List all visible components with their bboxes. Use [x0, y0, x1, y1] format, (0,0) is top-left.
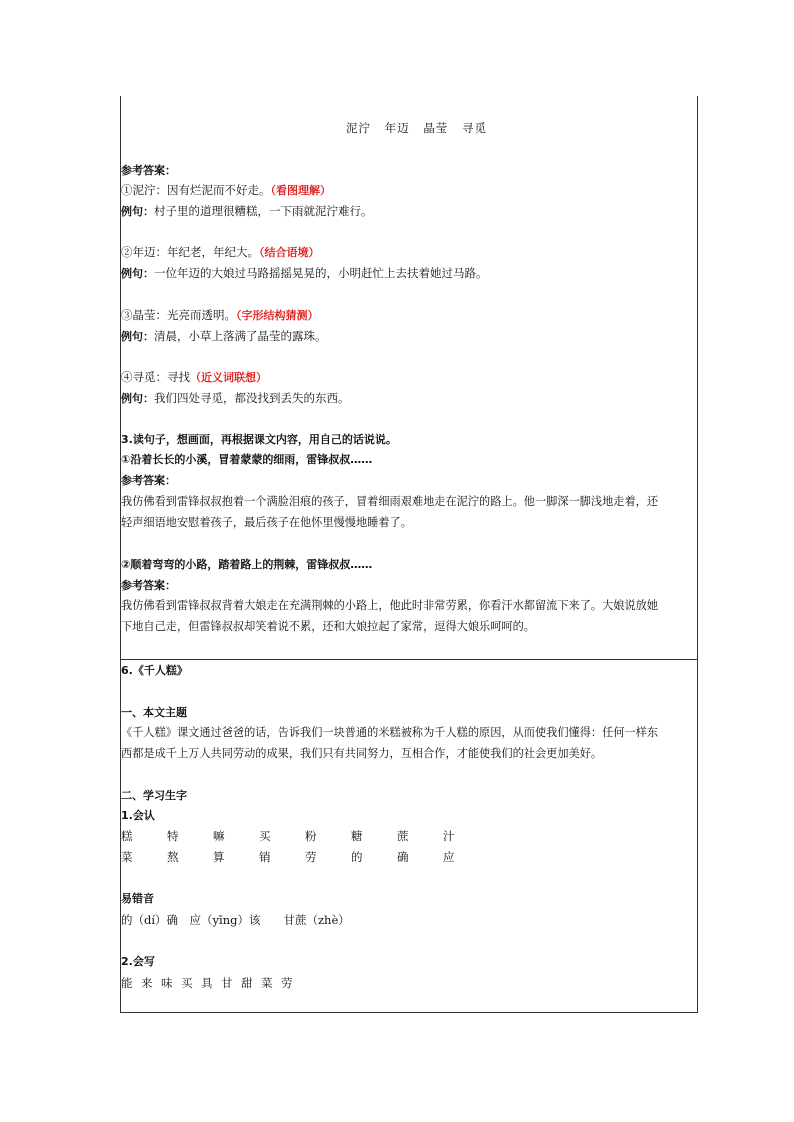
char: 菜	[261, 976, 273, 990]
q3-title: 3.读句子，想画面，再根据课文内容，用自己的话说说。	[121, 433, 397, 446]
char: 劳	[281, 976, 293, 990]
char: 具	[201, 976, 213, 990]
char: 劳	[305, 850, 317, 864]
q3-answer-1-line-2: 轻声细语地安慰着孩子，最后孩子在他怀里慢慢地睡着了。	[121, 516, 412, 529]
example-2: 例句：一位年迈的大娘过马路摇摇晃晃的，小明赶忙上去扶着她过马路。	[121, 266, 488, 280]
write-chars	[121, 975, 301, 991]
char: 糖	[351, 829, 363, 843]
char: 来	[141, 976, 153, 990]
table-frame	[120, 96, 698, 1013]
item-tag: （近义词联想）	[190, 371, 267, 384]
char: 甘	[221, 976, 233, 990]
example-4: 例句：我们四处寻觅，都没找到丢失的东西。	[121, 391, 350, 405]
char: 买	[259, 829, 271, 843]
q3-answer-1-line-1: 我仿佛看到雷锋叔叔抱着一个满脸泪痕的孩子，冒着细雨艰难地走在泥泞的路上。他一脚深一脚浅地走着，还	[121, 495, 659, 508]
word: 泥泞	[346, 121, 371, 135]
char: 菜	[121, 850, 133, 864]
error-sound-label: 易错音	[121, 892, 154, 905]
ref-answer-label: 参考答案：	[121, 474, 176, 487]
char: 能	[121, 976, 133, 990]
write-label: 2.会写	[121, 955, 155, 968]
q3-answer-2-line-2: 下地自己走，但雷锋叔叔却笑着说不累，还和大娘拉起了家常，逗得大娘乐呵呵的。	[121, 620, 535, 633]
theme-line-1: 《千人糕》课文通过爸爸的话，告诉我们一块普通的米糕被称为千人糕的原因，从而使我们懂得：任何一样东	[121, 726, 659, 739]
example-label: 例句：	[121, 267, 154, 280]
ref-answer-label: 参考答案：	[121, 579, 176, 592]
item-tag: （看图理解）	[270, 184, 331, 197]
char: 销	[259, 850, 271, 864]
item-4: ④寻觅：寻找（近义词联想）	[121, 370, 267, 384]
example-3: 例句：清晨，小草上落满了晶莹的露珠。	[121, 329, 327, 343]
char: 确	[397, 850, 409, 864]
q3-sentence-1: ①沿着长长的小溪，冒着蒙蒙的细雨，雷锋叔叔……	[121, 453, 373, 466]
char: 买	[181, 976, 193, 990]
example-1: 例句：村子里的道理很糟糕，一下雨就泥泞难行。	[121, 204, 373, 218]
char: 汁	[443, 829, 455, 843]
q3-sentence-2: ②顺着弯弯的小路，踏着路上的荆棘，雷锋叔叔……	[121, 558, 373, 571]
item-tag: （结合语境）	[259, 246, 320, 259]
item-2: ②年迈：年纪老，年纪大。（结合语境）	[121, 245, 320, 259]
char: 蔗	[397, 829, 409, 843]
example-label: 例句：	[121, 205, 154, 218]
recognize-label: 1.会认	[121, 809, 155, 822]
q3-answer-2-line-1: 我仿佛看到雷锋叔叔背着大娘走在充满荆棘的小路上，他此时非常劳累，你看汗水都留流下来了。大娘说放她	[121, 599, 659, 612]
item-3: ③晶莹：光亮而透明。（字形结构猜测）	[121, 308, 319, 322]
recognize-row-2	[121, 849, 489, 865]
error-sound-text: 的（dí）确 应（yīng）该 甘蔗（zhè）	[121, 913, 350, 927]
char: 应	[443, 850, 455, 864]
char: 嘛	[213, 829, 225, 843]
header-words	[346, 120, 496, 136]
char: 算	[213, 850, 225, 864]
theme-line-2: 西都是成千上万人共同劳动的成果，我们只有共同努力，互相合作，才能使我们的社会更加美好。	[121, 747, 603, 760]
char: 的	[351, 850, 363, 864]
table-row-divider	[120, 659, 698, 660]
char: 熬	[167, 850, 179, 864]
word: 晶莹	[423, 121, 449, 135]
section-characters: 二、学习生字	[121, 789, 187, 802]
lesson-title: 6.《千人糕》	[121, 664, 188, 677]
char: 特	[167, 829, 179, 843]
word: 年迈	[384, 121, 410, 135]
item-1: ①泥泞：因有烂泥而不好走。（看图理解）	[121, 183, 331, 197]
section-theme: 一、本文主题	[121, 706, 187, 719]
char: 糕	[121, 829, 133, 843]
example-label: 例句：	[121, 392, 154, 405]
recognize-row-1	[121, 828, 489, 844]
char: 甜	[241, 976, 253, 990]
example-label: 例句：	[121, 330, 154, 343]
item-tag: （字形结构猜测）	[236, 309, 319, 322]
char: 粉	[305, 829, 317, 843]
ref-answer-label: 参考答案：	[121, 164, 176, 177]
char: 味	[161, 976, 173, 990]
word: 寻觅	[461, 121, 487, 135]
